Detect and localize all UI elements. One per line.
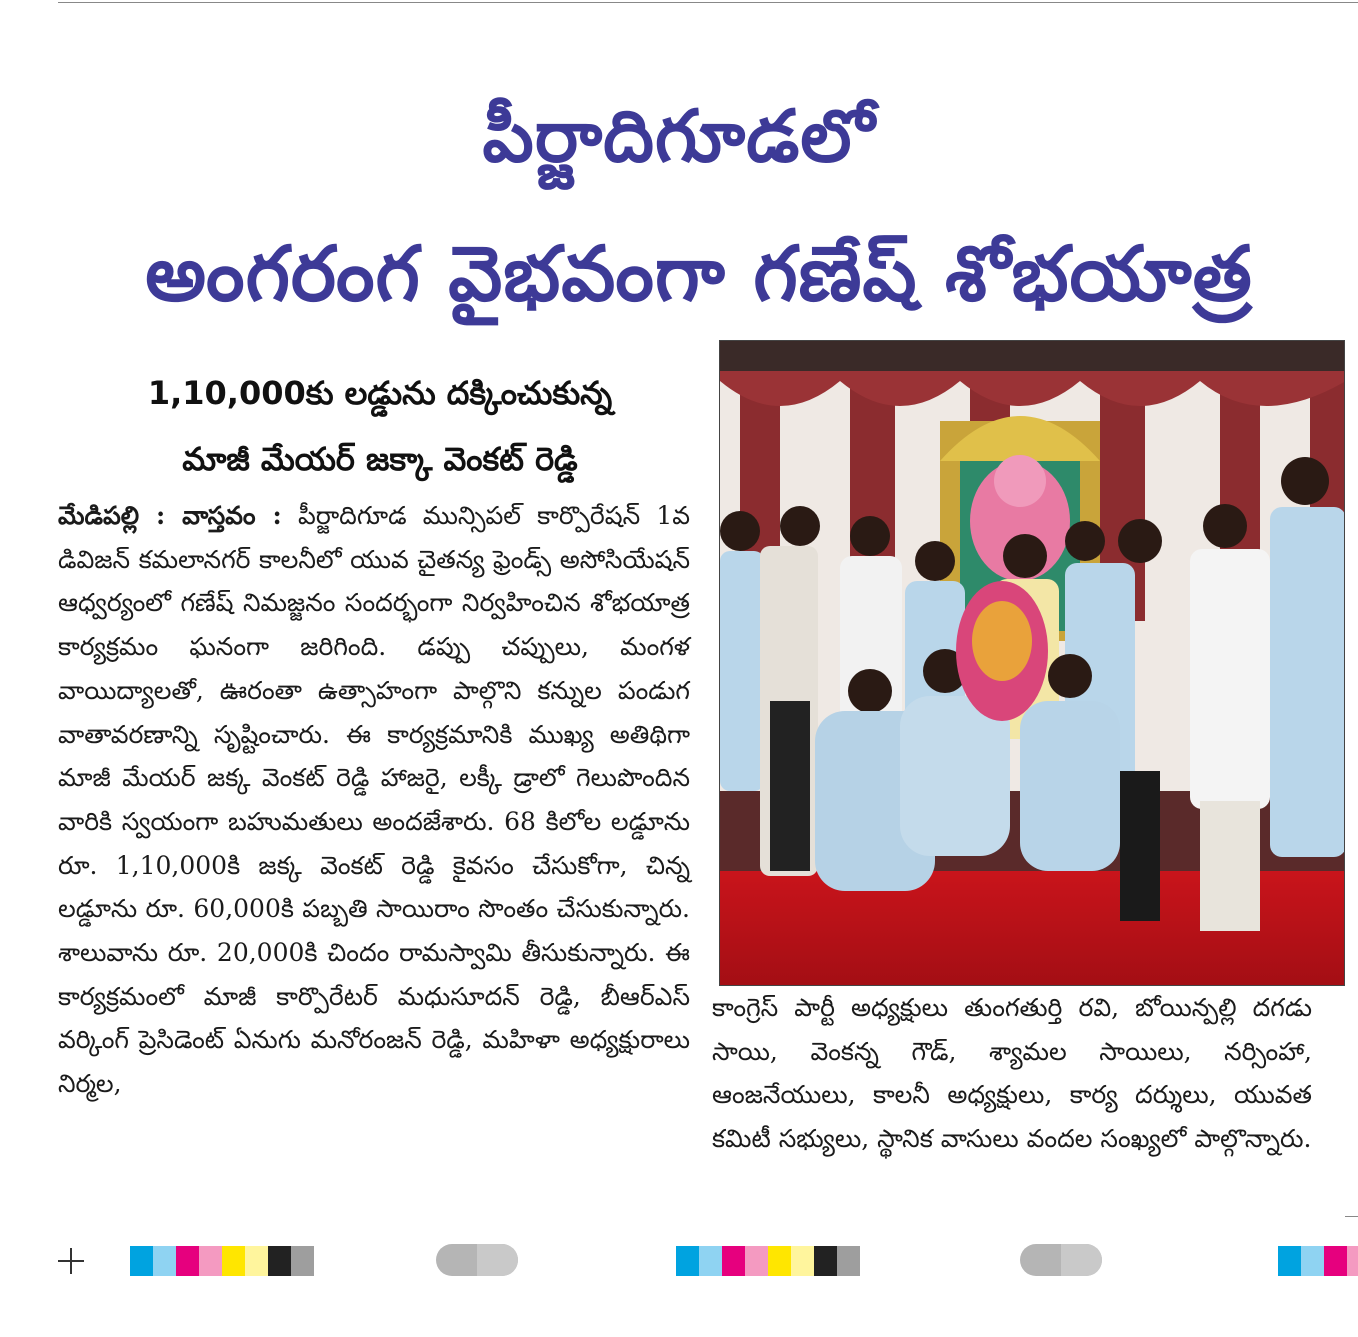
subheadline-line-2: మాజీ మేయర్ జక్కా వెంకట్ రెడ్డి bbox=[182, 439, 578, 478]
event-photo-illustration bbox=[720, 341, 1345, 986]
article-body bbox=[58, 494, 690, 1106]
gray-pill-left bbox=[436, 1244, 518, 1276]
printer-marks bbox=[0, 1236, 1358, 1296]
color-bar-middle bbox=[676, 1246, 860, 1276]
right-rule bbox=[1345, 1216, 1358, 1217]
color-bar-left bbox=[130, 1246, 314, 1276]
top-rule bbox=[58, 2, 1358, 3]
color-bar-right bbox=[1278, 1246, 1358, 1276]
event-photo bbox=[719, 340, 1345, 986]
article-text: పీర్జాదిగూడ మున్సిపల్ కార్పొరేషన్ 1వ డివిజన్ కమలానగర్ కాలనీలో యువ చైతన్య ఫ్రెండ్స్ అసోసియేషన్ ఆధ్వర్యంలో గణేష్ నిమజ్జనం సందర్భంగా నిర్వహించిన శోభయాత్ర కార్యక్రమం ఘనంగా జరిగింది. డప్పు చప్పులు, మంగళ వాయిద్యాలతో, ఊరంతా ఉత్సాహంగా పాల్గొని కన్నుల పండుగ వాతావరణాన్ని సృష్టించారు. ఈ కార్యక్రమానికి ముఖ్య అతిథిగా మాజీ మేయర్ జక్క వెంకట్ రెడ్డి హాజరై, లక్కీ డ్రాలో గెలుపొందిన వారికి స్వయంగా బహుమతులు అందజేశారు. 68 కిలోల లడ్డూను రూ. 1,10,000కి జక్క వెంకట్ రెడ్డి కైవసం చేసుకోగా, చిన్న లడ్డూను రూ. 60,000కి పబ్బతి సాయిరాం సొంతం చేసుకున్నారు. శాలువాను రూ. 20,000కి చిందం రామస్వామి తీసుకున్నారు. ఈ కార్యక్రమంలో మాజీ కార్పొరేటర్ మధుసూదన్ రెడ్డి, బీఆర్ఎస్ వర్కింగ్ ప్రెసిడెంట్ ఏనుగు మనోరంజన్ రెడ్డి, మహిళా అధ్యక్షురాలు నిర్మల, bbox=[58, 501, 690, 1099]
registration-crosshair-icon bbox=[58, 1248, 84, 1274]
headline-line-1: పీర్జాదిగూడలో bbox=[482, 94, 876, 179]
subheadline-line-1: 1,10,000కు లడ్డును దక్కించుకున్న bbox=[147, 373, 613, 412]
article-dateline: మేడిపల్లి : వాస్తవం : bbox=[58, 501, 282, 530]
gray-pill-right bbox=[1020, 1244, 1102, 1276]
headline-line-2: అంగరంగ వైభవంగా గణేష్ శోభయాత్ర bbox=[145, 228, 1253, 318]
article-continuation: కాంగ్రెస్ పార్టీ అధ్యక్షులు తుంగతుర్తి రవి, బోయిన్పల్లి దగడు సాయి, వెంకన్న గౌడ్, శ్యామల సాయిలు, నర్సింహా, ఆంజనేయులు, కాలనీ అధ్యక్షులు, కార్య దర్శులు, యువత కమిటీ సభ్యులు, స్థానిక వాసులు వందల సంఖ్యలో పాల్గొన్నారు. bbox=[712, 993, 1312, 1153]
